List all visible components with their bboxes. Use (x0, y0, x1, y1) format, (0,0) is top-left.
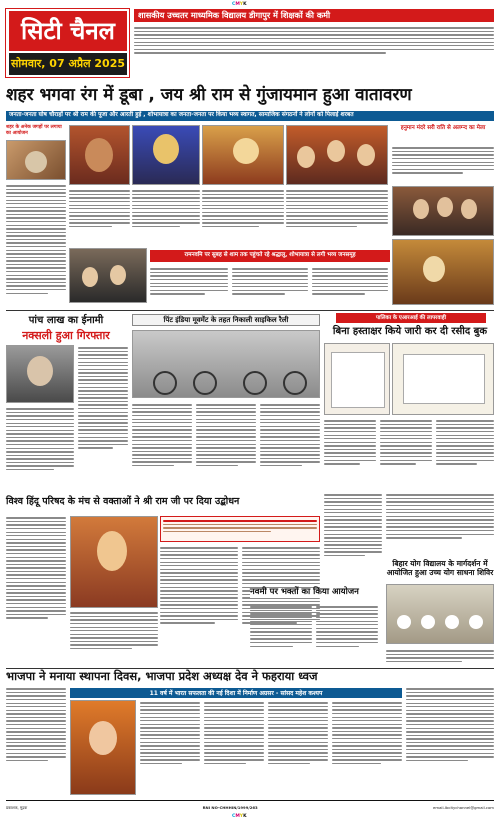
municipal-kicker: पालिका के एआरआई की लापरवाही (336, 313, 486, 323)
municipal-continue-1 (386, 492, 494, 557)
navami-body-2 (316, 604, 378, 666)
lead-center-body-2 (232, 266, 308, 306)
reward-body-2 (78, 345, 128, 495)
reward-photo (6, 345, 74, 403)
masthead-date: सोमवार, 07 अप्रैल 2025 (9, 53, 127, 75)
lead-center-body-3 (312, 266, 388, 306)
cmyk-mark-bottom: CMYK (232, 814, 247, 819)
vhp-insert-lines (163, 518, 317, 540)
divider-1 (6, 310, 494, 311)
municipal-photo-2 (392, 343, 494, 415)
bjp-body-1 (6, 686, 66, 798)
cycle-photo (132, 330, 320, 398)
reward-headline (6, 314, 126, 343)
lead-photo-3 (202, 125, 284, 185)
bjp-body-3 (204, 700, 264, 796)
bjp-headline: भाजपा ने मनाया स्थापना दिवस, भाजपा प्रदेश अध्यक्ष देव ने फहराया ध्वज (6, 669, 318, 683)
footer-rule (6, 800, 494, 801)
bjp-body-6 (406, 686, 494, 798)
reward-headline-line1: पांच लाख का ईनामी (28, 315, 104, 326)
lead-right-photo (392, 186, 494, 236)
yoga-headline: बिहार योग विद्यालय के मार्गदर्शन में आयोजित हुआ उच्च योग साधना शिविर (386, 559, 494, 577)
lead-center-photo-2 (392, 239, 494, 305)
lead-photo-2 (132, 125, 200, 185)
vhp-body-2 (70, 610, 158, 665)
cmyk-mark-top: CMYK (232, 2, 247, 7)
masthead (5, 8, 130, 78)
yoga-body (386, 648, 494, 666)
vhp-body-3 (160, 545, 238, 665)
municipal-photo (324, 343, 390, 415)
lead-photo-1 (69, 125, 130, 185)
top-story-body (134, 25, 494, 77)
footer-email: email-Ibcitychannel@gmail.com (433, 804, 494, 810)
lead-left-photo (6, 140, 66, 180)
lead-center-banner: रामनवमि पर सुबह से शाम तक पहुंचते रहे श्रद्धालु, शोभायात्रा से लगी भव्य जनसमूह (150, 250, 390, 262)
lead-left-kicker: शहर के अनेक जगहों पर लगाया का आयोजन (6, 125, 62, 137)
lead-right-body-1 (392, 145, 494, 183)
top-story-headline: शासकीय उच्चतर माध्यमिक विद्यालय डीगापुर में शिक्षकों की कमी (134, 9, 494, 22)
municipal-headline: बिना हस्ताक्षर किये जारी कर दी रसीद बुक (332, 326, 488, 337)
lead-body-col-4 (286, 188, 388, 242)
lead-headline: शहर भगवा रंग में डूबा , जय श्री राम से गुंजायमान हुआ वातावरण (6, 85, 412, 105)
municipal-body-2 (380, 418, 432, 488)
cycle-headline: पिंट इंडिया मूवमेंट के तहत निकाली साइकिल रैली (132, 314, 320, 326)
vhp-photo (70, 516, 158, 608)
municipal-body-1 (324, 418, 376, 488)
navami-upper-body (324, 492, 382, 584)
cycle-body-1 (132, 402, 192, 497)
footer-imprint (6, 802, 494, 813)
yoga-photo (386, 584, 494, 644)
lead-photo-4 (286, 125, 388, 185)
vhp-body-1 (6, 515, 66, 665)
cycle-body-2 (196, 402, 256, 497)
lead-center-body-1 (150, 266, 228, 306)
navami-headline-visible: नवमी पर भक्तों का किया आयोजन (250, 588, 380, 598)
bjp-body-4 (268, 700, 328, 796)
reward-body-1 (6, 406, 74, 496)
lead-subhead: जनता-जनता घोष चौराहों पर श्री राम की पूजा और आरती हुई , शोभायात्रा का जनता-जनता पर किया भव्य स्वागत, सामाजिक संगठनों ने लोगों को पिलाई शरबत (6, 111, 494, 121)
footer-imprint-right: RNI NO-CHHHIN/1999/263 (202, 804, 258, 810)
lead-body-col-1 (69, 188, 130, 242)
reward-headline-line2: नक्सली हुआ गिरफ्तार (22, 328, 110, 342)
lead-body-col-3 (202, 188, 284, 242)
lead-center-photo-1 (69, 248, 147, 303)
bjp-banner: 11 वर्ष में भारत सफलता की नई दिशा में निर्माण अग्रसर - सांसद महेश कश्यप (70, 688, 402, 698)
lead-right-kicker: हनुमान मंदरे सरी राति से अलग्न्द का मेला (400, 125, 486, 131)
footer-imprint-left: प्रकाशक, मुद्रक (6, 804, 28, 810)
bjp-body-2 (140, 700, 200, 796)
municipal-body-3 (436, 418, 494, 488)
lead-body-col-2 (132, 188, 200, 242)
navami-body-1 (250, 604, 312, 666)
masthead-title: सिटी चैनल (9, 11, 127, 51)
bjp-body-5 (332, 700, 402, 796)
lead-left-body (6, 183, 66, 331)
bjp-photo-1 (70, 700, 136, 795)
cycle-body-3 (260, 402, 320, 497)
vhp-headline: विश्व हिंदू परिषद के मंच से वक्ताओं ने श्री राम जी पर दिया उद्बोधन (6, 496, 240, 507)
